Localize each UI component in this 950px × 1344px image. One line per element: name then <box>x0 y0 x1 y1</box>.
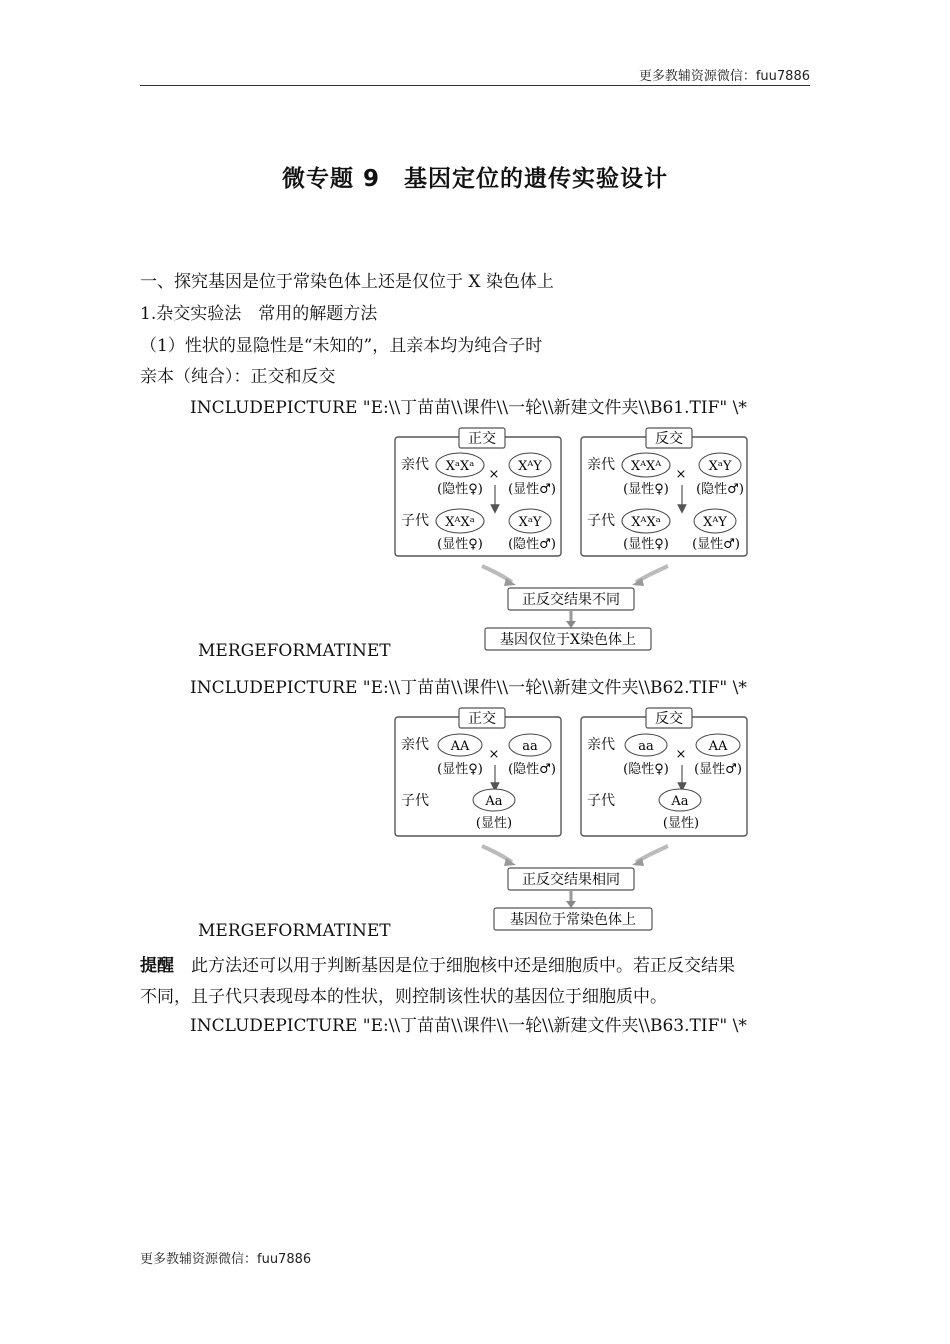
parent-male-genotype: AA <box>708 739 728 754</box>
parent-female-genotype: XᵃXᵃ <box>445 459 475 474</box>
merge-field-2: MERGEFORMATINET <box>198 921 391 941</box>
cross-sign: × <box>675 747 687 762</box>
tip-label: 提醒 <box>140 956 174 976</box>
parent-male-trait: (隐性♂) <box>508 762 556 777</box>
forward-cross-title: 正交 <box>468 431 496 447</box>
parent-label: 亲代 <box>401 457 429 473</box>
child-label: 子代 <box>401 793 429 809</box>
child-female-trait: (显性♀) <box>623 537 669 552</box>
page-title: 微专题 9 基因定位的遗传实验设计 <box>281 166 668 192</box>
reciprocal-cross-title: 反交 <box>655 431 683 447</box>
child-male-genotype: XᴬY <box>703 515 727 530</box>
parent-male-genotype: XᵃY <box>708 459 732 474</box>
merge-field-1: MERGEFORMATINET <box>198 641 391 661</box>
parent-female-trait: (隐性♀) <box>623 762 669 777</box>
child-male-genotype: XᵃY <box>518 515 542 530</box>
parent-female-trait: (显性♀) <box>437 762 483 777</box>
include-field-1: INCLUDEPICTURE "E:\\丁苗苗\\课件\\一轮\\新建文件夹\\B61.TIF" \* <box>190 398 747 418</box>
forward-cross-title: 正交 <box>468 711 496 727</box>
parent-label: 亲代 <box>587 737 615 753</box>
child-trait: (显性) <box>475 816 513 831</box>
child-label: 子代 <box>587 513 615 529</box>
cross-sign: × <box>675 467 687 482</box>
parent-female-genotype: XᴬXᴬ <box>630 459 662 474</box>
child-male-trait: (隐性♂) <box>508 537 556 552</box>
page-header: 更多教辅资源微信：fuu7886 <box>638 69 810 84</box>
child-female-genotype: XᴬXᵃ <box>631 515 661 530</box>
parent-male-trait: (隐性♂) <box>696 482 744 497</box>
case-heading: （1）性状的显隐性是“未知的”，且亲本均为纯合子时 <box>140 336 543 356</box>
parent-female-trait: (显性♀) <box>623 482 669 497</box>
parent-male-trait: (显性♂) <box>508 482 556 497</box>
tip-paragraph-line1 <box>140 951 735 976</box>
parent-female-genotype: AA <box>450 739 470 754</box>
conclusion-box: 基因仅位于X染色体上 <box>500 632 636 648</box>
child-label: 子代 <box>587 793 615 809</box>
parent-female-genotype: aa <box>638 739 654 754</box>
autosomal-cross-diagram <box>390 704 760 936</box>
include-field-3: INCLUDEPICTURE "E:\\丁苗苗\\课件\\一轮\\新建文件夹\\B63.TIF" \* <box>190 1016 747 1036</box>
method-heading: 1.杂交实验法 常用的解题方法 <box>140 304 378 324</box>
child-male-trait: (显性♂) <box>692 537 740 552</box>
parents-line: 亲本（纯合）：正交和反交 <box>140 367 336 387</box>
tip-paragraph-line2: 不同，且子代只表现母本的性状，则控制该性状的基因位于细胞质中。 <box>140 987 667 1007</box>
parent-label: 亲代 <box>587 457 615 473</box>
child-label: 子代 <box>401 513 429 529</box>
result-box: 正反交结果相同 <box>522 872 620 888</box>
conclusion-box: 基因位于常染色体上 <box>510 912 636 928</box>
header-rule <box>140 85 810 86</box>
sex-linked-cross-diagram <box>390 424 760 656</box>
child-genotype: Aa <box>485 794 503 809</box>
parent-female-trait: (隐性♀) <box>437 482 483 497</box>
reciprocal-cross-title: 反交 <box>655 711 683 727</box>
include-field-2: INCLUDEPICTURE "E:\\丁苗苗\\课件\\一轮\\新建文件夹\\B62.TIF" \* <box>190 678 747 698</box>
child-trait: (显性) <box>662 816 700 831</box>
result-box: 正反交结果不同 <box>522 592 620 608</box>
cross-sign: × <box>488 747 500 762</box>
page-footer: 更多教辅资源微信：fuu7886 <box>140 1252 312 1267</box>
parent-male-genotype: aa <box>522 739 538 754</box>
parent-male-trait: (显性♂) <box>694 762 742 777</box>
section-heading: 一、探究基因是位于常染色体上还是仅位于 X 染色体上 <box>140 272 554 292</box>
child-female-trait: (显性♀) <box>437 537 483 552</box>
tip-text-1: 此方法还可以用于判断基因是位于细胞核中还是细胞质中。若正反交结果 <box>174 956 735 976</box>
cross-sign: × <box>488 467 500 482</box>
child-genotype: Aa <box>671 794 689 809</box>
child-female-genotype: XᴬXᵃ <box>445 515 475 530</box>
parent-male-genotype: XᴬY <box>518 459 542 474</box>
parent-label: 亲代 <box>401 737 429 753</box>
